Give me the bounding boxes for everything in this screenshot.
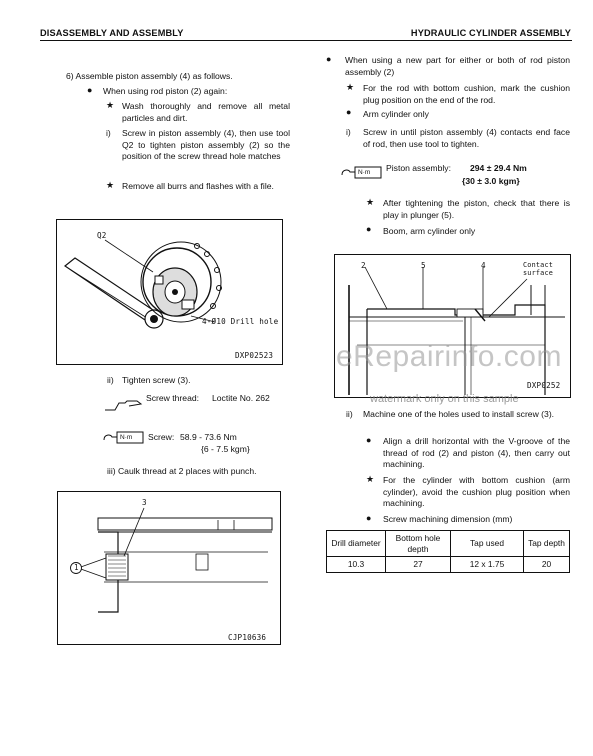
bullet-icon: ● (366, 224, 372, 234)
bullet-icon: ● (366, 435, 372, 445)
table-cell: 27 (386, 557, 451, 573)
figure-code: DXP02523 (235, 351, 274, 360)
header-right-title: HYDRAULIC CYLINDER ASSEMBLY (410, 28, 571, 38)
wash-step: Wash thoroughly and remove all metal particles and dirt. (122, 101, 290, 123)
star-icon: ★ (106, 100, 115, 110)
caulk-step: iii) Caulk thread at 2 places with punch. (107, 466, 257, 476)
figure-contact-surface (334, 254, 571, 398)
header-rule (40, 40, 572, 41)
label-contact: Contact (523, 261, 554, 269)
label-3: 3 (142, 498, 147, 507)
step-ii-number: ii) (346, 409, 353, 419)
figure-code: DXP0252 (527, 381, 561, 390)
nm-icon-label: N·m (358, 169, 371, 176)
step-6: 6) Assemble piston assembly (4) as follows. (66, 71, 233, 81)
bottom-cushion-note: For the rod with bottom cushion, mark the cushion plug position on the end of the rod. (363, 83, 570, 105)
cylinder-bottom-cushion-note: For the cylinder with bottom cushion (arm cylinder), avoid the cushion plug position when machining. (383, 475, 570, 509)
star-icon: ★ (366, 474, 375, 484)
label-drill-hole: 4-Ø10 Drill hole (202, 317, 279, 326)
adhesive-icon (103, 398, 143, 412)
remove-burrs-step: Remove all burrs and flashes with a file. (122, 181, 274, 191)
bullet-icon: ● (366, 513, 372, 523)
label-2: 2 (361, 261, 366, 270)
torque-label: Screw: (148, 432, 175, 442)
dimension-title: Screw machining dimension (mm) (383, 514, 513, 524)
star-icon: ★ (346, 82, 355, 92)
label-q2: Q2 (97, 231, 107, 240)
label-surface: surface (523, 269, 554, 277)
label-1: 1 (74, 563, 79, 572)
watermark-small: watermark only on this sample (370, 393, 519, 405)
table-cell: 10.3 (327, 557, 386, 573)
align-drill-note: Align a drill horizontal with the V-groove of the thread of rod (2) and piston (4), then carry out machining. (383, 436, 570, 470)
table-header: Tap depth (524, 531, 570, 557)
figure-caulk-drawing (58, 492, 280, 644)
bullet-icon: ● (346, 107, 352, 117)
torque-value-kgm: {6 - 7.5 kgm} (201, 444, 250, 454)
table-row (327, 557, 570, 573)
table-header-row (327, 531, 570, 557)
star-icon: ★ (106, 180, 115, 190)
piston-torque-value-kgm: {30 ± 3.0 kgm} (462, 176, 520, 186)
reuse-rod-piston: When using rod piston (2) again: (103, 86, 228, 96)
table-cell: 12 x 1.75 (451, 557, 524, 573)
bullet-icon: ● (87, 85, 93, 95)
table-header: Bottom hole depth (386, 531, 451, 557)
step-i-number: i) (346, 127, 351, 137)
watermark-large: eRepairinfo.com (336, 340, 562, 373)
screw-thread-value: Loctite No. 262 (212, 393, 270, 403)
label-4: 4 (481, 261, 486, 270)
piston-torque-value: 294 ± 29.4 Nm (470, 163, 527, 173)
table-header: Drill diameter (327, 531, 386, 557)
table-cell: 20 (524, 557, 570, 573)
tighten-screw-step: Tighten screw (3). (122, 375, 191, 385)
figure-piston-tool-drawing (57, 220, 282, 364)
screw-thread-label: Screw thread: (146, 393, 200, 403)
after-tightening-note: After tightening the piston, check that there is play in plunger (5). (383, 198, 570, 220)
piston-torque-label: Piston assembly: (386, 163, 451, 173)
figure-code: CJP10636 (228, 633, 267, 642)
figure-caulk (57, 491, 281, 645)
arm-cylinder-only: Arm cylinder only (363, 109, 429, 119)
machine-hole-step: Machine one of the holes used to install screw (3). (363, 409, 555, 419)
star-icon: ★ (366, 197, 375, 207)
boom-arm-only: Boom, arm cylinder only (383, 226, 476, 236)
torque-value: 58.9 - 73.6 Nm (180, 432, 237, 442)
label-5: 5 (421, 261, 426, 270)
nm-icon-label: N·m (120, 434, 133, 441)
step-ii-number: ii) (107, 375, 114, 385)
figure-piston-tool (56, 219, 283, 365)
table-header: Tap used (451, 531, 524, 557)
screw-in-until-contact: Screw in until piston assembly (4) contacts end face of rod, then use tool to tighten. (363, 127, 570, 149)
screw-in-piston-step: Screw in piston assembly (4), then use tool Q2 to tighten piston assembly (2) so the position of the screw thread hole matches (122, 128, 290, 162)
bullet-icon: ● (326, 54, 332, 64)
step-i-number: i) (106, 128, 111, 138)
new-part-note: When using a new part for either or both of rod piston assembly (2) (345, 55, 570, 77)
machining-dimension-table (326, 530, 570, 573)
header-left-title: DISASSEMBLY AND ASSEMBLY (40, 28, 184, 38)
